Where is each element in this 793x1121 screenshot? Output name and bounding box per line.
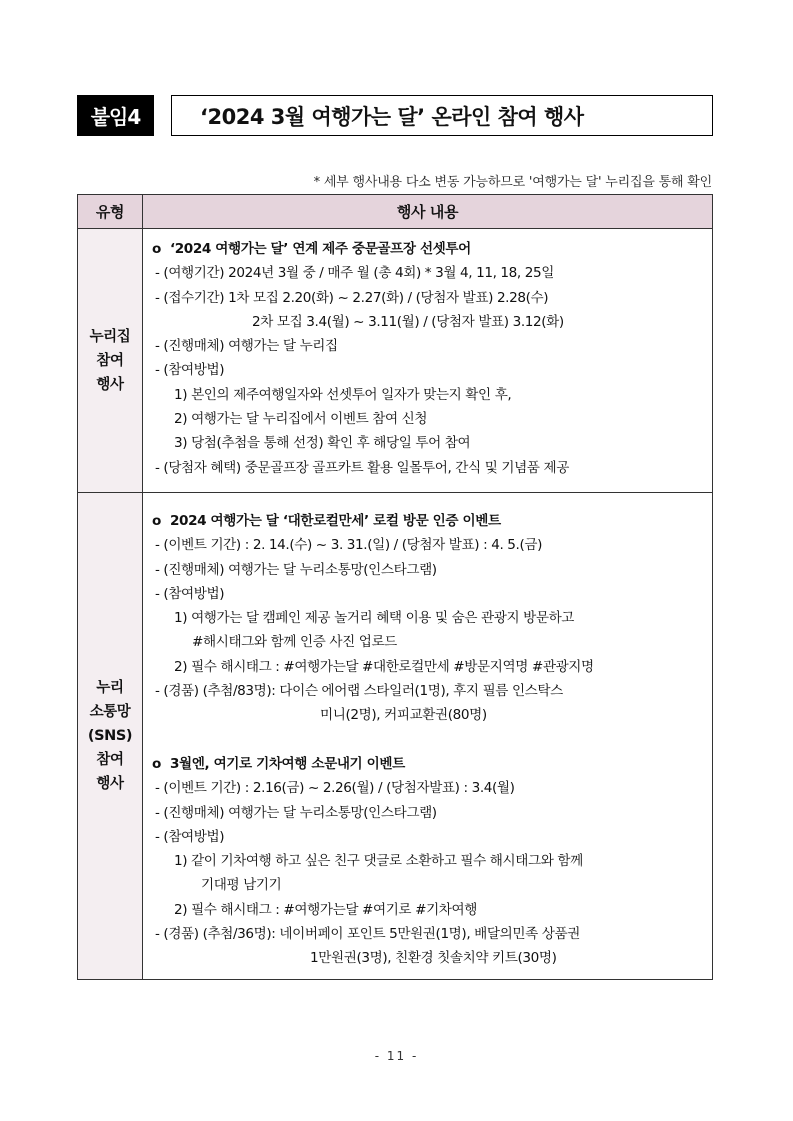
event-title <box>143 752 712 776</box>
event-step-line: 2) 필수 해시태그 : #여행가는달 #여기로 #기차여행 <box>174 901 477 918</box>
type-label-line: 누리 <box>96 680 124 696</box>
title-row <box>77 95 713 136</box>
event-detail-line: - (진행매체) 여행가는 달 누리집 <box>155 338 338 355</box>
event-block <box>143 229 712 492</box>
attachment-badge: 붙임4 <box>77 95 154 136</box>
event-detail-line: - (여행기간) 2024년 3월 중 / 매주 월 (총 4회) * 3월 4, 11, 18, 25일 <box>155 265 554 282</box>
event-title <box>143 509 712 533</box>
event-title-text: ‘2024 여행가는 달’ 연계 제주 중문골프장 선셋투어 <box>169 241 471 257</box>
type-label-line: (SNS) <box>87 728 133 744</box>
event-detail-line: 1만원권(3명), 친환경 칫솔치약 키트(30명) <box>310 950 557 967</box>
event-detail-line: - (경품) (추첨/36명): 네이버페이 포인트 5만원권(1명), 배달의민족 상품권 <box>155 926 580 943</box>
spacer <box>143 728 712 752</box>
event-block <box>143 493 712 979</box>
event-detail-line: - (진행매체) 여행가는 달 누리소통망(인스타그램) <box>155 804 437 821</box>
table-row <box>78 493 713 980</box>
event-title-text: 2024 여행가는 달 ‘대한로컬만세’ 로컬 방문 인증 이벤트 <box>169 513 501 529</box>
event-detail-line: - (참여방법) <box>155 828 225 845</box>
event-step-line: 1) 여행가는 달 캠페인 제공 놀거리 혜택 이용 및 숨은 관광지 방문하고 <box>174 610 575 627</box>
type-label-line: 참여 <box>96 752 124 768</box>
event-step-line: 1) 본인의 제주여행일자와 선셋투어 일자가 맞는지 확인 후, <box>174 386 512 403</box>
type-cell <box>78 493 143 980</box>
event-step-line: 2) 여행가는 달 누리집에서 이벤트 참여 신청 <box>174 411 428 428</box>
event-title <box>143 237 712 261</box>
event-detail-line: - (참여방법) <box>155 585 225 602</box>
event-detail-line: - (접수기간) 1차 모집 2.20(화) ~ 2.27(화) / (당첨자 발표) 2.28(수) <box>155 289 549 306</box>
event-step-line: 기대평 남기기 <box>201 877 282 894</box>
event-step-line: 3) 당첨(추첨을 통해 선정) 확인 후 해당일 투어 참여 <box>174 435 471 452</box>
event-detail-line: - (당첨자 혜택) 중문골프장 골프카트 활용 일몰투어, 간식 및 기념품 제공 <box>155 459 569 476</box>
event-detail-line: - (경품) (추첨/83명): 다이슨 에어랩 스타일러(1명), 후지 필름 인스탁스 <box>155 683 563 700</box>
page-title: ‘2024 3월 여행가는 달’ 온라인 참여 행사 <box>171 95 713 136</box>
events-table <box>77 194 713 980</box>
bullet-icon: o <box>152 755 161 772</box>
event-detail-line: - (진행매체) 여행가는 달 누리소통망(인스타그램) <box>155 561 437 578</box>
table-header-row <box>78 195 713 229</box>
type-label-line: 소통망 <box>89 704 131 720</box>
event-detail-line: 2차 모집 3.4(월) ~ 3.11(월) / (당첨자 발표) 3.12(화) <box>252 313 564 330</box>
event-step-line: 2) 필수 해시태그 : #여행가는달 #대한로컬만세 #방문지역명 #관광지명 <box>174 658 594 675</box>
event-detail-line: - (참여방법) <box>155 362 225 379</box>
bullet-icon: o <box>152 241 161 257</box>
bullet-icon: o <box>152 513 161 529</box>
page-number: - 11 - <box>374 1049 419 1063</box>
notice-text: * 세부 행사내용 다소 변동 가능하므로 '여행가는 달' 누리집을 통해 확인 <box>313 175 712 190</box>
type-label-line: 행사 <box>96 776 124 792</box>
event-title-text: 3월엔, 여기로 기차여행 소문내기 이벤트 <box>169 755 405 772</box>
event-step-line: #해시태그와 함께 인증 사진 업로드 <box>192 634 397 651</box>
type-label-line: 행사 <box>96 376 124 393</box>
event-detail-line: 미니(2명), 커피교환권(80명) <box>320 707 487 724</box>
column-header-content: 행사 내용 <box>143 195 713 229</box>
type-label-line: 누리집 <box>89 328 131 345</box>
type-label-line: 참여 <box>96 352 124 369</box>
content-cell <box>143 493 713 980</box>
type-cell <box>78 229 143 493</box>
column-header-type: 유형 <box>78 195 143 229</box>
event-detail-line: - (이벤트 기간) : 2. 14.(수) ~ 3. 31.(일) / (당첨자 발표) : 4. 5.(금) <box>155 537 542 554</box>
event-step-line: 1) 같이 기차여행 하고 싶은 친구 댓글로 소환하고 필수 해시태그와 함께 <box>174 853 583 870</box>
table-row <box>78 229 713 493</box>
content-cell <box>143 229 713 493</box>
event-detail-line: - (이벤트 기간) : 2.16(금) ~ 2.26(월) / (당첨자발표) : 3.4(월) <box>155 780 515 797</box>
